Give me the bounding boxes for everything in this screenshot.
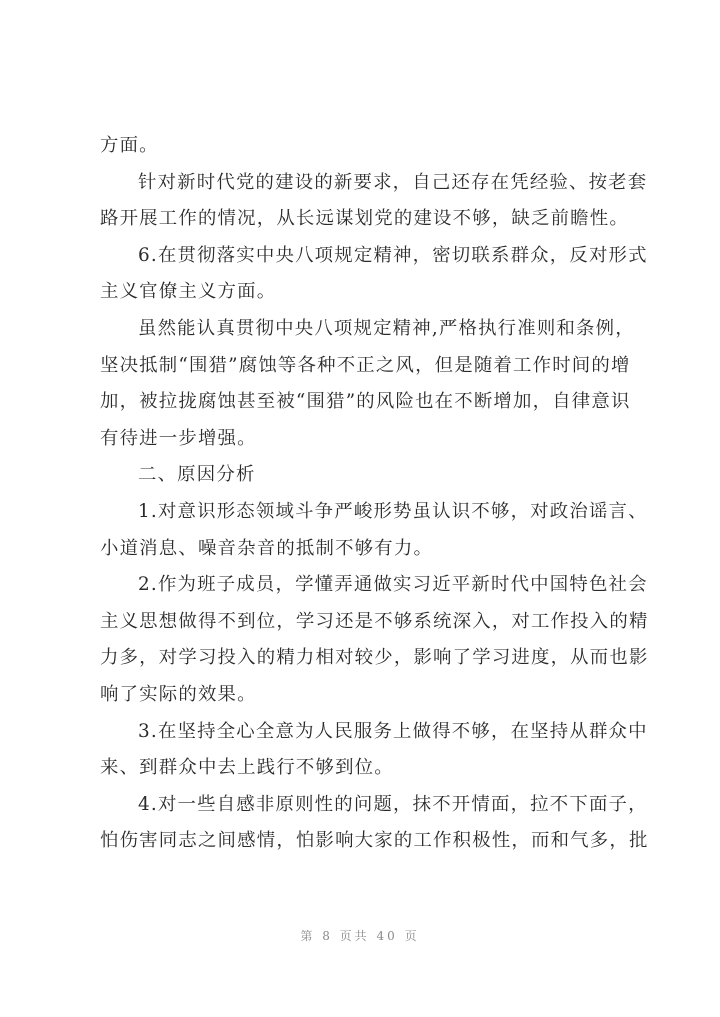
paragraph: [100, 165, 648, 238]
paragraph: [100, 787, 649, 860]
text-line: 小道消息、噪音杂音的抵制不够有力。: [100, 537, 434, 559]
text-line: 2.作为班子成员，学懂弄通做实习近平新时代中国特色社会: [138, 574, 648, 596]
text-line: 方面。: [100, 135, 159, 156]
text-line: 针对新时代党的建设的新要求，自己还存在凭经验、按老套: [138, 171, 648, 193]
text-line: 虽然能认真贯彻中央八项规定精神,严格执行准则和条例，: [138, 317, 635, 339]
text-line: 坚决抵制“围猎”腐蚀等各种不正之风，但是随着工作时间的增: [100, 354, 631, 376]
paragraph: [100, 128, 626, 165]
text-line: 6.在贯彻落实中央八项规定精神，密切联系群众，反对形式: [138, 244, 648, 266]
paragraph: [100, 238, 648, 311]
text-line: 3.在坚持全心全意为人民服务上做得不够，在坚持从群众中: [138, 720, 648, 742]
text-line: 路开展工作的情况，从长远谋划党的建设不够，缺乏前瞻性。: [100, 208, 629, 230]
page-number-footer: 第 8 页共 40 页: [300, 929, 420, 943]
text-line: 加，被拉拢腐蚀甚至被“围猎”的风险也在不断增加，自律意识: [100, 391, 631, 413]
text-line: 来、到群众中去上践行不够到位。: [100, 757, 394, 779]
text-line: 力多，对学习投入的精力相对较少，影响了学习进度，从而也影: [100, 647, 649, 669]
text-line: 怕伤害同志之间感情，怕影响大家的工作积极性，而和气多，批: [100, 830, 649, 852]
paragraph: [100, 714, 648, 787]
text-line: 响了实际的效果。: [100, 683, 257, 705]
section-heading: [100, 457, 626, 494]
text-line: 主义官僚主义方面。: [100, 281, 277, 303]
paragraph: [100, 311, 635, 457]
text-line: 1.对意识形态领域斗争严峻形势虽认识不够，对政治谣言、: [138, 500, 648, 522]
paragraph: [100, 494, 648, 567]
text-line: 主义思想做得不到位，学习还是不够系统深入，对工作投入的精: [100, 610, 649, 632]
text-line: 二、原因分析: [138, 464, 256, 486]
paragraph: [100, 567, 649, 713]
text-line: 4.对一些自感非原则性的问题，抹不开情面，拉不下面子，: [138, 793, 648, 815]
document-body: [100, 128, 649, 860]
text-line: 有待进一步增强。: [100, 427, 257, 449]
